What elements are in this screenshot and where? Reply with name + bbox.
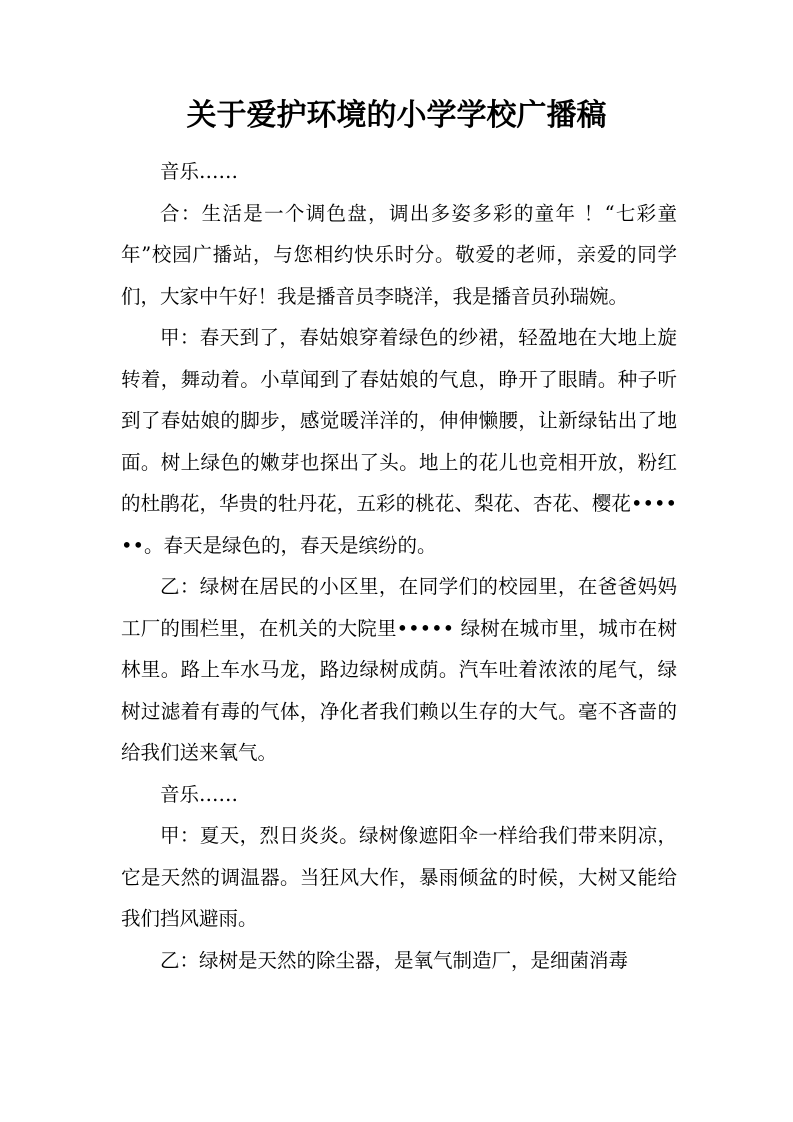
paragraph-green-trees: 乙：绿树在居民的小区里，在同学们的校园里，在爸爸妈妈工厂的围栏里，在机关的大院里••••• 绿树在城市里，城市在树林里。路上车水马龙，路边绿树成荫。汽车吐着浓浓的尾气，绿树过滤着有毒的气体，净化者我们赖以生存的大气。毫不吝啬的给我们送来氧气。 xyxy=(121,575,677,764)
paragraph-summer: 甲：夏天，烈日炎炎。绿树像遮阳伞一样给我们带来阴凉，它是天然的调温器。当狂风大作，暴雨倾盆的时候，大树又能给我们挡风避雨。 xyxy=(121,824,677,930)
document-body xyxy=(121,151,677,981)
document-title: 关于爱护环境的小学学校广播稿 xyxy=(186,98,607,133)
paragraph-spring: 甲：春天到了，春姑娘穿着绿色的纱裙，轻盈地在大地上旋转着，舞动着。小草闻到了春姑娘的气息，睁开了眼睛。种子听到了春姑娘的脚步，感觉暖洋洋的，伸伸懒腰，让新绿钻出了地面。树上绿色的嫩芽也探出了头。地上的花儿也竞相开放，粉红的杜鹃花，华贵的牡丹花，五彩的桃花、梨花、杏花、樱花••••••。春天是绿色的，春天是缤纷的。 xyxy=(121,326,677,557)
paragraph-trees-benefits: 乙：绿树是天然的除尘器，是氧气制造厂，是细菌消毒 xyxy=(160,948,629,972)
paragraph-opening: 合：生活是一个调色盘，调出多姿多彩的童年 ！“七彩童年”校园广播站，与您相约快乐时分。敬爱的老师，亲爱的同学们，大家中午好！我是播音员李晓洋，我是播音员孙瑞婉。 xyxy=(121,201,677,308)
paragraph-music-2: 音乐…… xyxy=(160,782,239,806)
paragraph-music-1: 音乐…… xyxy=(160,160,239,183)
